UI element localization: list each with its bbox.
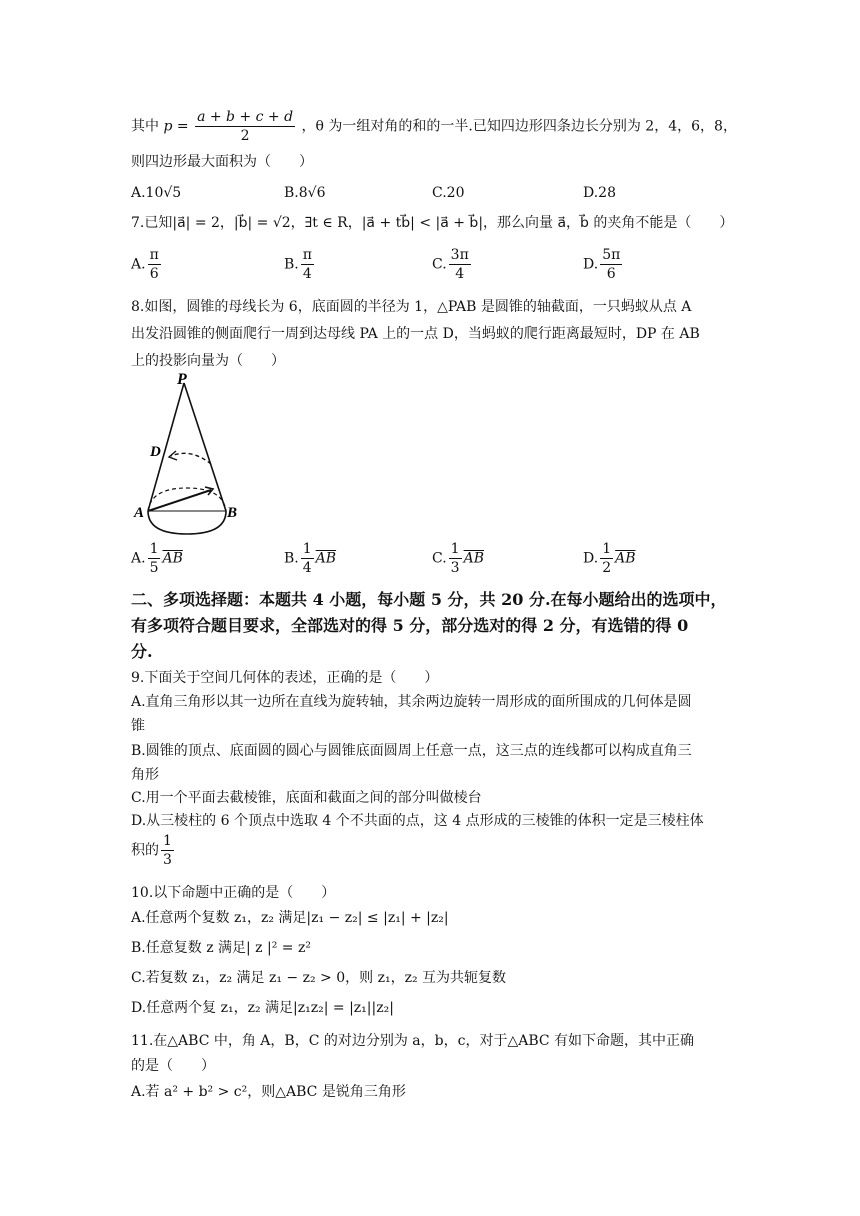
label-b: B bbox=[227, 505, 238, 521]
q9-option-d-line1: D.从三棱柱的 6 个顶点中选取 4 个不共面的点，这 4 点形成的三棱锥的体积一定是三棱柱体 bbox=[131, 813, 704, 829]
q8-option-d-label: D. bbox=[583, 550, 599, 567]
label-a: A bbox=[134, 505, 145, 521]
section2-line3: 分. bbox=[131, 642, 153, 661]
q7-option-c-label: C. bbox=[432, 256, 447, 273]
q11-line1: 11.在△ABC 中，角 A，B，C 的对边分别为 a，b，c，对于△ABC 有如下命题，其中正确 bbox=[131, 1033, 695, 1049]
q9-stem: 9.下面关于空间几何体的表述，正确的是（ ） bbox=[131, 670, 439, 686]
q8-line3: 上的投影向量为（ ） bbox=[131, 353, 285, 369]
q8-line1: 8.如图，圆锥的母线长为 6，底面圆的半径为 1，△PAB 是圆锥的轴截面，一只蚂蚁从点 A bbox=[131, 299, 692, 315]
q8-option-a-den: 5 bbox=[149, 560, 159, 576]
q7-option-d bbox=[583, 246, 624, 283]
q9-option-d-line2 bbox=[131, 832, 176, 869]
q8-option-c-den: 3 bbox=[450, 560, 460, 576]
q8-option-a-num: 1 bbox=[149, 541, 159, 557]
q9-option-a-line2: 锥 bbox=[131, 718, 145, 734]
q7-option-c bbox=[432, 246, 473, 283]
section2-line2: 有多项符合题目要求，全部选对的得 5 分，部分选对的得 2 分，有选错的得 0 bbox=[131, 616, 689, 635]
cone-base-front bbox=[148, 511, 226, 534]
q8-option-b-den: 4 bbox=[302, 560, 312, 576]
q11-line2: 的是（ ） bbox=[131, 1058, 215, 1074]
q7-option-d-fraction bbox=[600, 246, 622, 283]
q9-option-d-den: 3 bbox=[163, 852, 172, 868]
q8-option-c-num: 1 bbox=[450, 541, 460, 557]
q7-option-a-num: π bbox=[149, 247, 159, 263]
q7-option-b-den: 4 bbox=[302, 266, 312, 282]
q7-option-a-fraction bbox=[148, 246, 161, 283]
q7-option-a-label: A. bbox=[131, 256, 146, 273]
q9-option-c: C.用一个平面去截棱锥，底面和截面之间的部分叫做棱台 bbox=[131, 790, 482, 806]
cone-figure bbox=[131, 368, 251, 538]
q9-option-d-lead: 积的 bbox=[131, 842, 159, 859]
q10-option-d: D.任意两个复 z₁，z₂ 满足|z₁z₂| = |z₁||z₂| bbox=[131, 1000, 394, 1016]
q7-option-a bbox=[131, 246, 163, 283]
q7-option-a-den: 6 bbox=[149, 266, 159, 282]
q6-option-a: A.10√5 bbox=[131, 185, 182, 201]
q8-option-d-num: 1 bbox=[602, 541, 612, 557]
q6-fraction-denominator: 2 bbox=[240, 128, 250, 144]
q7-option-c-fraction bbox=[449, 246, 471, 283]
q9-option-b-line2: 角形 bbox=[131, 767, 159, 783]
q7-option-b bbox=[284, 246, 316, 283]
label-p: P bbox=[177, 371, 187, 388]
q6-line1-tail: ，θ 为一组对角的和的一半.已知四边形四条边长分别为 2，4，6，8， bbox=[301, 118, 737, 135]
q8-option-c bbox=[432, 540, 484, 577]
q9-option-d-num: 1 bbox=[163, 833, 172, 849]
q8-option-b bbox=[284, 540, 336, 577]
q8-option-d-fraction bbox=[600, 540, 613, 577]
q8-option-b-label: B. bbox=[284, 550, 299, 567]
q10-stem: 10.以下命题中正确的是（ ） bbox=[131, 885, 336, 901]
q8-option-a-fraction bbox=[148, 540, 161, 577]
q9-option-a-line1: A.直角三角形以其一边所在直线为旋转轴，其余两边旋转一周形成的面所围成的几何体是圆 bbox=[131, 694, 692, 710]
label-d: D bbox=[150, 444, 161, 460]
q7-option-b-num: π bbox=[302, 247, 312, 263]
q7-option-b-fraction bbox=[301, 246, 314, 283]
q10-option-a: A.任意两个复数 z₁，z₂ 满足|z₁ − z₂| ≤ |z₁| + |z₂| bbox=[131, 910, 449, 926]
q8-option-c-label: C. bbox=[432, 550, 447, 567]
q8-option-a-label: A. bbox=[131, 550, 146, 567]
q6-formula-p: p = bbox=[163, 118, 189, 135]
q6-formula-line bbox=[131, 108, 737, 145]
q10-option-c: C.若复数 z₁，z₂ 满足 z₁ − z₂ > 0，则 z₁，z₂ 互为共轭复数 bbox=[131, 970, 507, 986]
ant-path-back bbox=[171, 453, 211, 464]
ant-path-arrow-back bbox=[169, 451, 177, 460]
q7-stem: 7.已知|a⃗| = 2，|b⃗| = √2，∃t ∈ R，|a⃗ + tb⃗| < |a⃗ + b⃗|，那么向量 a⃗，b⃗ 的夹角不能是（ ） bbox=[131, 215, 734, 231]
q7-option-d-num: 5π bbox=[602, 247, 621, 263]
q7-option-d-label: D. bbox=[583, 256, 599, 273]
q7-option-c-den: 4 bbox=[455, 266, 465, 282]
q8-option-a bbox=[131, 540, 183, 577]
q8-option-c-vector: $\overline{AB}$ bbox=[463, 550, 484, 567]
q8-line2: 出发沿圆锥的侧面爬行一周到达母线 PA 上的一点 D，当蚂蚁的爬行距离最短时，DP 在 AB bbox=[131, 326, 700, 342]
q10-option-b: B.任意复数 z 满足| z |² = z² bbox=[131, 940, 311, 956]
q8-option-a-vector: $\overline{AB}$ bbox=[162, 550, 183, 567]
q8-option-b-vector: $\overline{AB}$ bbox=[315, 550, 337, 567]
q6-fraction bbox=[195, 108, 295, 145]
q7-option-c-num: 3π bbox=[450, 247, 469, 263]
q6-option-b: B.8√6 bbox=[284, 185, 326, 201]
q11-option-a: A.若 a² + b² > c²，则△ABC 是锐角三角形 bbox=[131, 1084, 406, 1100]
ant-path-front bbox=[148, 490, 211, 511]
q7-option-b-label: B. bbox=[284, 256, 299, 273]
q8-option-b-fraction bbox=[301, 540, 314, 577]
q6-fraction-numerator: a + b + c + d bbox=[197, 109, 294, 125]
q8-option-b-num: 1 bbox=[302, 541, 312, 557]
q9-option-b-line1: B.圆锥的顶点、底面圆的圆心与圆锥底面圆周上任意一点，这三点的连线都可以构成直角三 bbox=[131, 743, 692, 759]
q8-option-d bbox=[583, 540, 636, 577]
q6-option-c: C.20 bbox=[432, 185, 465, 201]
q6-option-d: D.28 bbox=[583, 185, 616, 201]
q6-line2: 则四边形最大面积为（ ） bbox=[131, 154, 313, 170]
section2-line1: 二、多项选择题：本题共 4 小题，每小题 5 分，共 20 分.在每小题给出的选项中， bbox=[131, 590, 727, 609]
q9-option-d-fraction bbox=[161, 832, 174, 869]
q8-option-c-fraction bbox=[449, 540, 462, 577]
q8-option-d-den: 2 bbox=[602, 560, 612, 576]
q6-formula-lead: 其中 bbox=[131, 118, 164, 135]
q8-option-d-vector: $\overline{AB}$ bbox=[615, 550, 636, 567]
q7-option-d-den: 6 bbox=[606, 266, 616, 282]
